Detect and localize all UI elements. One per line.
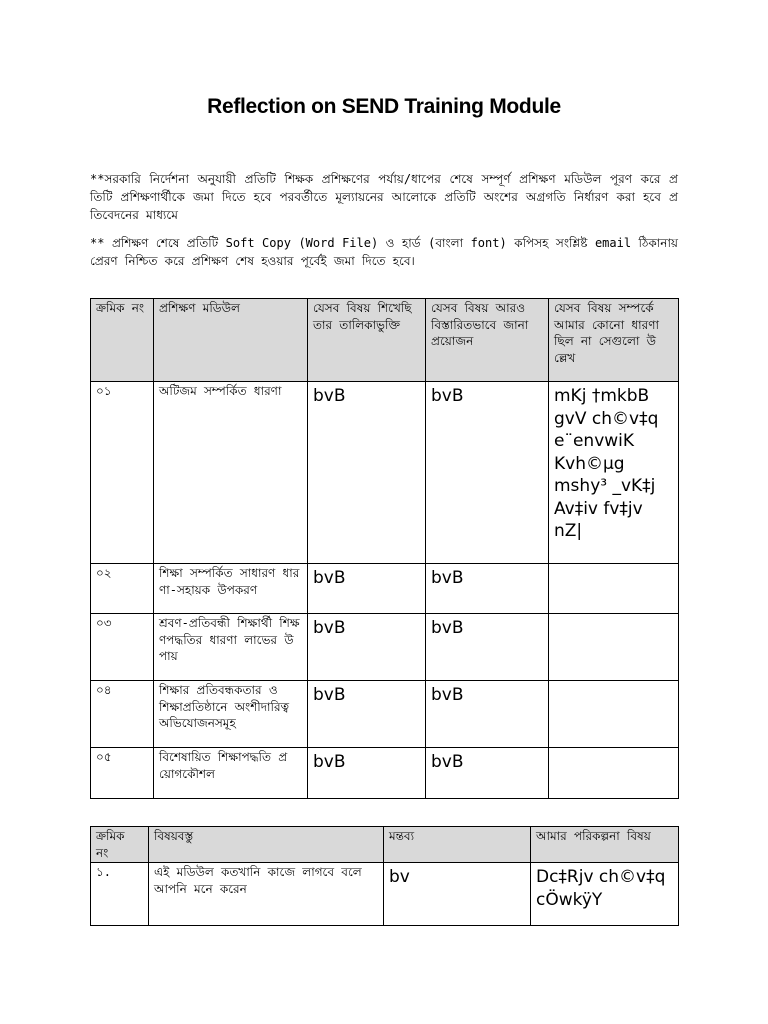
reflection-table (90, 298, 679, 799)
header-serial: ক্রমিক নং (91, 299, 154, 382)
cell-module: বিশেষায়িত শিক্ষাপদ্ধতি প্রয়োগকৌশল (154, 748, 308, 799)
table-row (91, 748, 679, 799)
cell-serial: ০২ (91, 564, 154, 614)
table-row (91, 564, 679, 614)
cell-new-knowledge (549, 564, 679, 614)
cell-comment: bv (384, 863, 531, 926)
table-row (91, 681, 679, 748)
cell-plan: Dc‡Rjv ch©v‡q cÖwkÿY (531, 863, 679, 926)
table-row (91, 382, 679, 564)
cell-need-more: bvB (426, 748, 549, 799)
cell-learned: bvB (308, 681, 426, 748)
header-module: প্রশিক্ষণ মডিউল (154, 299, 308, 382)
cell-new-knowledge: mKj †mkbB gvV ch©v‡q e¨envwiK Kvh©µg mshy³ _vK‡j Av‡iv fv‡jv nZ| (549, 382, 679, 564)
header-learned: যেসব বিষয় শিখেছি তার তালিকাভুক্তি (308, 299, 426, 382)
cell-need-more: bvB (426, 564, 549, 614)
cell-module: শ্রবণ-প্রতিবন্ধী শিক্ষার্থী শিক্ষণপদ্ধতির ধারণা লাভের উপায় (154, 614, 308, 681)
cell-subject: এই মডিউল কতখানি কাজে লাগবে বলে আপনি মনে করেন (149, 863, 384, 926)
cell-learned: bvB (308, 564, 426, 614)
cell-module: শিক্ষা সম্পর্কিত সাধারণ ধারণা-সহায়ক উপকরণ (154, 564, 308, 614)
instruction-paragraph-2: ** প্রশিক্ষণ শেষে প্রতিটি Soft Copy (Word File) ও হার্ড (বাংলা font) কপিসহ সংশ্লিষ্ট email ঠিকানায় প্রেরণ নিশ্চিত করে প্রশিক্ষণ শেষ হওয়ার পূর্বেই জমা দিতে হবে। (90, 236, 678, 268)
cell-serial: ০৪ (91, 681, 154, 748)
table-row (91, 863, 679, 926)
table-row (91, 614, 679, 681)
cell-module: শিক্ষার প্রতিবন্ধকতার ও শিক্ষাপ্রতিষ্ঠানে অংশীদারিত্ব অভিযোজনসমূহ (154, 681, 308, 748)
header-need-more: যেসব বিষয় আরও বিস্তারিতভাবে জানা প্রয়োজন (426, 299, 549, 382)
cell-need-more: bvB (426, 614, 549, 681)
cell-serial: ০৩ (91, 614, 154, 681)
cell-need-more: bvB (426, 382, 549, 564)
cell-serial: ০১ (91, 382, 154, 564)
header-serial: ক্রমিক নং (91, 827, 149, 863)
cell-new-knowledge (549, 681, 679, 748)
table-header-row (91, 827, 679, 863)
cell-learned: bvB (308, 748, 426, 799)
table-header-row (91, 299, 679, 382)
header-plan: আমার পরিকল্পনা বিষয় (531, 827, 679, 863)
instruction-paragraph-1: **সরকারি নির্দেশনা অনুযায়ী প্রতিটি শিক্ষক প্রশিক্ষণের পর্যায়/ধাপের শেষে সম্পূর্ণ প্রশিক্ষণ মডিউল পূরণ করে প্রতিটি প্রশিক্ষণার্থীকে জমা দিতে হবে পরবর্তীতে মূল্যায়নের আলোকে প্রতিটি অংশের অগ্রগতি নির্ধারণ করা হবে প্রতিবেদনের মাধ্যমে (90, 172, 678, 222)
cell-learned: bvB (308, 614, 426, 681)
plan-table (90, 826, 679, 926)
cell-new-knowledge (549, 748, 679, 799)
cell-need-more: bvB (426, 681, 549, 748)
cell-serial: ১. (91, 863, 149, 926)
cell-learned: bvB (308, 382, 426, 564)
header-new-knowledge: যেসব বিষয় সম্পর্কে আমার কোনো ধারণা ছিল না সেগুলো উল্লেখ (549, 299, 679, 382)
header-subject: বিষয়বস্তু (149, 827, 384, 863)
cell-module: অটিজম সম্পর্কিত ধারণা (154, 382, 308, 564)
document-title: Reflection on SEND Training Module (207, 95, 561, 118)
cell-serial: ০৫ (91, 748, 154, 799)
cell-new-knowledge (549, 614, 679, 681)
header-comment: মন্তব্য (384, 827, 531, 863)
